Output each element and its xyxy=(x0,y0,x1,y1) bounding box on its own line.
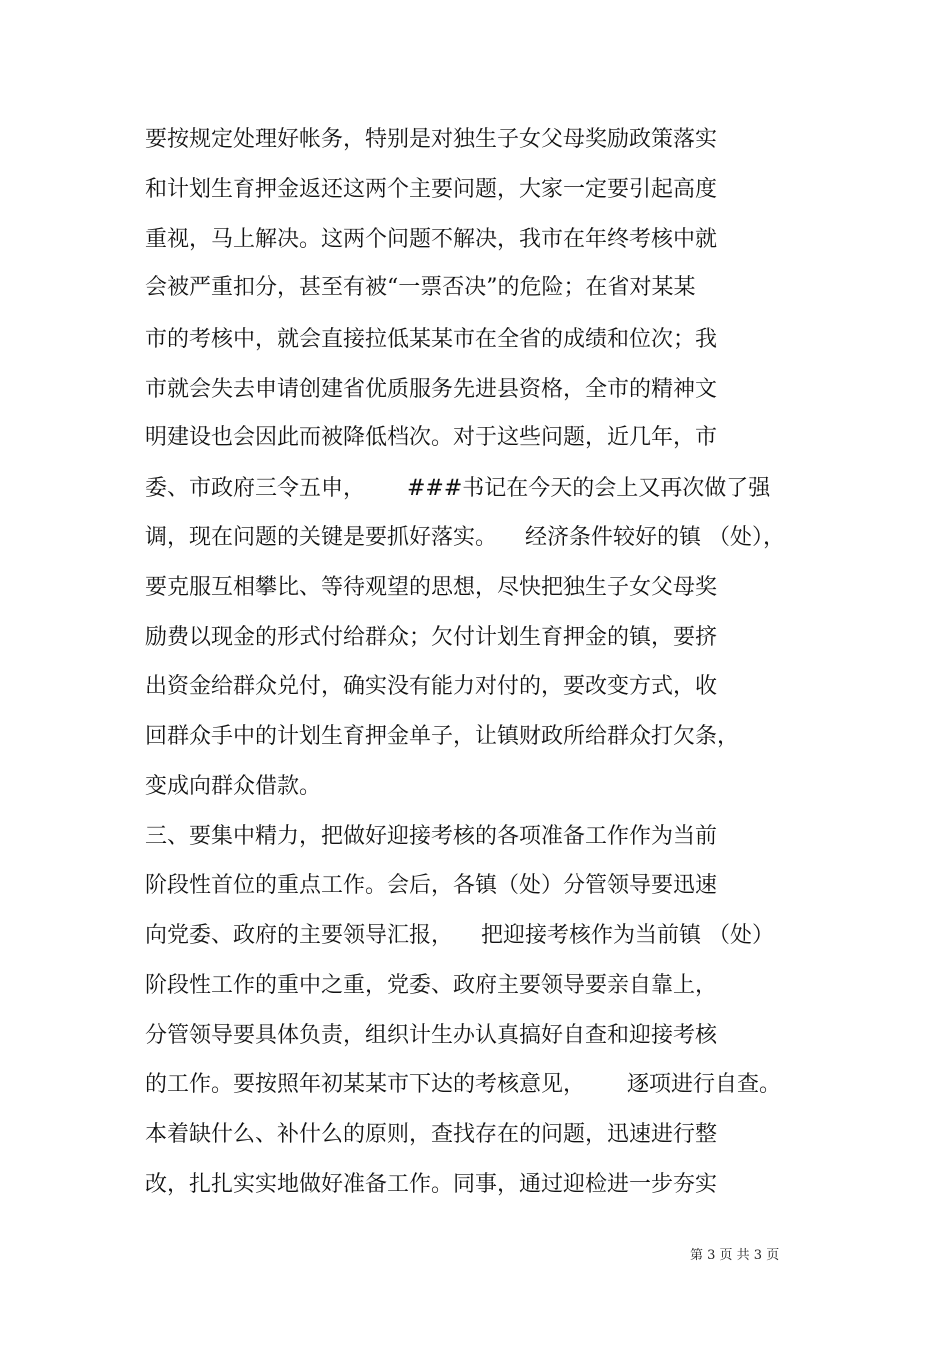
text-line: 向党委、政府的主要领导汇报， 把迎接考核作为当前镇 （处） xyxy=(145,923,774,948)
text-line: 改，扎扎实实地做好准备工作。同事，通过迎检进一步夯实 xyxy=(145,1172,718,1197)
text-line: 要克服互相攀比、等待观望的思想，尽快把独生子女父母奖 xyxy=(145,575,718,600)
text-line: 委、市政府三令五申， ###书记在今天的会上又再次做了强 xyxy=(145,476,771,501)
text-line: 阶段性工作的重中之重，党委、政府主要领导要亲自靠上， xyxy=(145,973,718,998)
text-line: 三、要集中精力，把做好迎接考核的各项准备工作作为当前 xyxy=(145,824,718,849)
text-line: 的工作。要按照年初某某市下达的考核意见， 逐项进行自查。 xyxy=(145,1072,781,1097)
page-number: 第 3 页 共 3 页 xyxy=(690,1248,780,1263)
text-line: 回群众手中的计划生育押金单子，让镇财政所给群众打欠条， xyxy=(145,724,740,749)
text-line: 明建设也会因此而被降低档次。对于这些问题，近几年，市 xyxy=(145,425,718,450)
text-line: 市的考核中，就会直接拉低某某市在全省的成绩和位次；我 xyxy=(145,327,718,352)
text-line: 和计划生育押金返还这两个主要问题，大家一定要引起高度 xyxy=(145,177,718,202)
text-line: 会被严重扣分，甚至有被“一票否决”的危险；在省对某某 xyxy=(145,275,696,300)
text-line: 要按规定处理好帐务，特别是对独生子女父母奖励政策落实 xyxy=(145,127,718,152)
text-line: 本着缺什么、补什么的原则，查找存在的问题，迅速进行整 xyxy=(145,1122,718,1147)
text-line: 励费以现金的形式付给群众；欠付计划生育押金的镇，要挤 xyxy=(145,625,718,650)
text-line: 分管领导要具体负责，组织计生办认真搞好自查和迎接考核 xyxy=(145,1023,718,1048)
text-line: 调，现在问题的关键是要抓好落实。 经济条件较好的镇 （处）， xyxy=(145,525,785,550)
text-line: 重视，马上解决。这两个问题不解决，我市在年终考核中就 xyxy=(145,227,718,252)
text-line: 变成向群众借款。 xyxy=(145,774,322,799)
text-line: 阶段性首位的重点工作。会后，各镇（处）分管领导要迅速 xyxy=(145,873,718,898)
text-line: 出资金给群众兑付，确实没有能力对付的，要改变方式，收 xyxy=(145,674,718,699)
text-line: 市就会失去申请创建省优质服务先进县资格，全市的精神文 xyxy=(145,377,718,402)
